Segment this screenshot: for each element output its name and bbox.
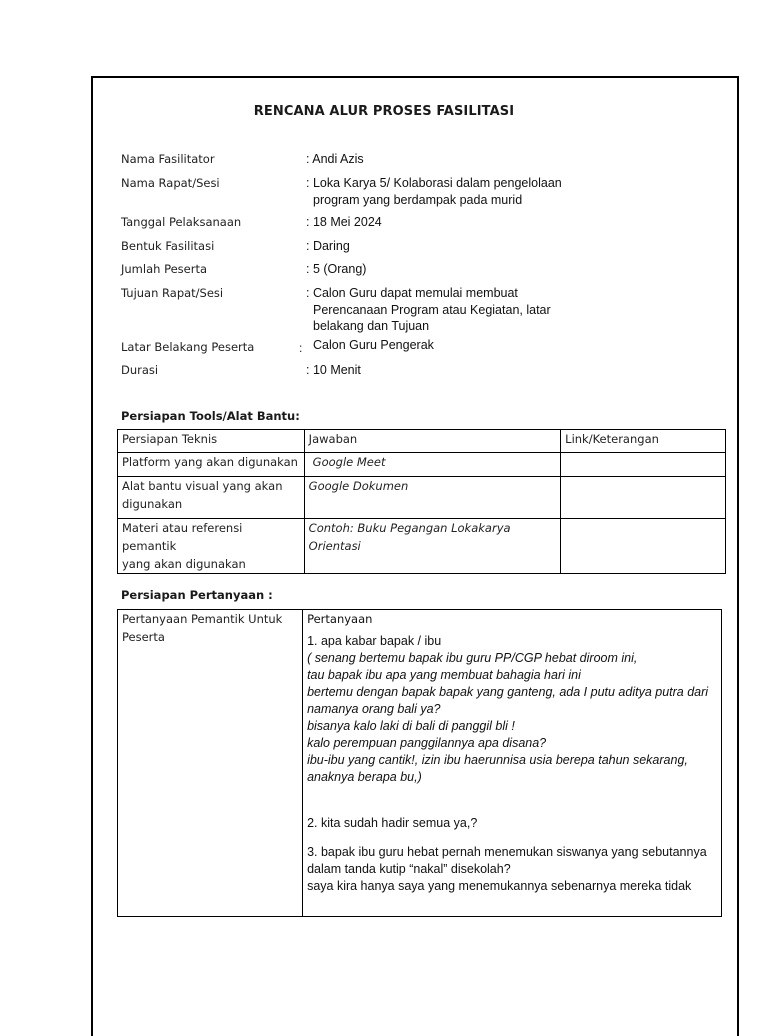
value-bentuk: : Daring — [306, 239, 350, 253]
row-link — [561, 519, 726, 574]
row-item: Platform yang akan digunakan — [118, 453, 305, 477]
questions-heading: Persiapan Pertanyaan : — [121, 588, 273, 602]
question-3-line: saya kira hanya saya yang menemukannya sebenarnya mereka tidak — [307, 879, 692, 893]
question-1-line: tau bapak ibu apa yang membuat bahagia hari ini — [307, 668, 581, 682]
question-1-line: kalo perempuan panggilannya apa disana? — [307, 736, 547, 750]
table-row — [118, 610, 722, 917]
tools-table — [117, 429, 726, 574]
label-latar: Latar Belakang Peserta — [121, 340, 255, 354]
question-1-line: namanya orang bali ya? — [307, 702, 441, 716]
header-persiapan-teknis: Persiapan Teknis — [118, 430, 305, 453]
label-tanggal: Tanggal Pelaksanaan — [121, 215, 242, 229]
value-latar: Calon Guru Pengerak — [313, 338, 434, 352]
questions-table — [117, 609, 722, 917]
document-title: RENCANA ALUR PROSES FASILITASI — [253, 104, 515, 119]
table-row — [118, 453, 726, 477]
label-jumlah: Jumlah Peserta — [121, 262, 208, 276]
question-1-line: bertemu dengan bapak bapak yang ganteng, ada I putu aditya putra dari — [307, 685, 709, 699]
question-2: 2. kita sudah hadir semua ya,? — [307, 816, 478, 830]
header-jawaban: Jawaban — [304, 430, 560, 453]
value-tanggal: : 18 Mei 2024 — [306, 215, 382, 229]
table-header-row — [118, 430, 726, 453]
row-item: Materi atau referensi pemantik yang akan digunakan — [118, 519, 305, 574]
row-link — [561, 453, 726, 477]
latar-colon: : — [299, 341, 303, 355]
label-nama-rapat: Nama Rapat/Sesi — [121, 176, 220, 190]
question-1-title: 1. apa kabar bapak / ibu — [307, 634, 442, 648]
table-row — [118, 477, 726, 519]
value-jumlah: : 5 (Orang) — [306, 262, 367, 276]
questions-content — [303, 610, 722, 917]
questions-header: Pertanyaan — [307, 612, 373, 626]
question-1-line: ( senang bertemu bapak ibu guru PP/CGP hebat diroom ini, — [307, 651, 638, 665]
label-bentuk: Bentuk Fasilitasi — [121, 239, 215, 253]
row-link — [561, 477, 726, 519]
row-item: Alat bantu visual yang akan digunakan — [118, 477, 305, 519]
tools-heading: Persiapan Tools/Alat Bantu: — [121, 409, 300, 423]
label-nama-fasilitator: Nama Fasilitator — [121, 152, 215, 166]
value-tujuan: : Calon Guru dapat memulai membuat Perencanaan Program atau Kegiatan, latar belakang dan Tujuan — [306, 286, 551, 333]
question-3-line: dalam tanda kutip “nakal” disekolah? — [307, 862, 511, 876]
table-row — [118, 519, 726, 574]
label-tujuan: Tujuan Rapat/Sesi — [121, 286, 224, 300]
value-nama-fasilitator: : Andi Azis — [306, 152, 364, 166]
row-answer: Google Dokumen — [304, 477, 560, 519]
question-1-line: ibu-ibu yang cantik!, izin ibu haerunnisa usia berepa tahun sekarang, — [307, 753, 688, 767]
value-nama-rapat: : Loka Karya 5/ Kolaborasi dalam pengelolaan program yang berdampak pada murid — [306, 176, 562, 207]
label-durasi: Durasi — [121, 363, 159, 377]
row-answer: Contoh: Buku Pegangan Lokakarya Orientasi — [304, 519, 560, 574]
header-link: Link/Keterangan — [561, 430, 726, 453]
questions-left-label: Pertanyaan Pemantik Untuk Peserta — [118, 610, 303, 917]
question-1-line: anaknya berapa bu,) — [307, 770, 422, 784]
value-durasi: : 10 Menit — [306, 363, 361, 377]
question-1-line: bisanya kalo laki di bali di panggil bli ! — [307, 719, 515, 733]
question-3-line: 3. bapak ibu guru hebat pernah menemukan siswanya yang sebutannya — [307, 845, 707, 859]
row-answer: Google Meet — [304, 453, 560, 477]
